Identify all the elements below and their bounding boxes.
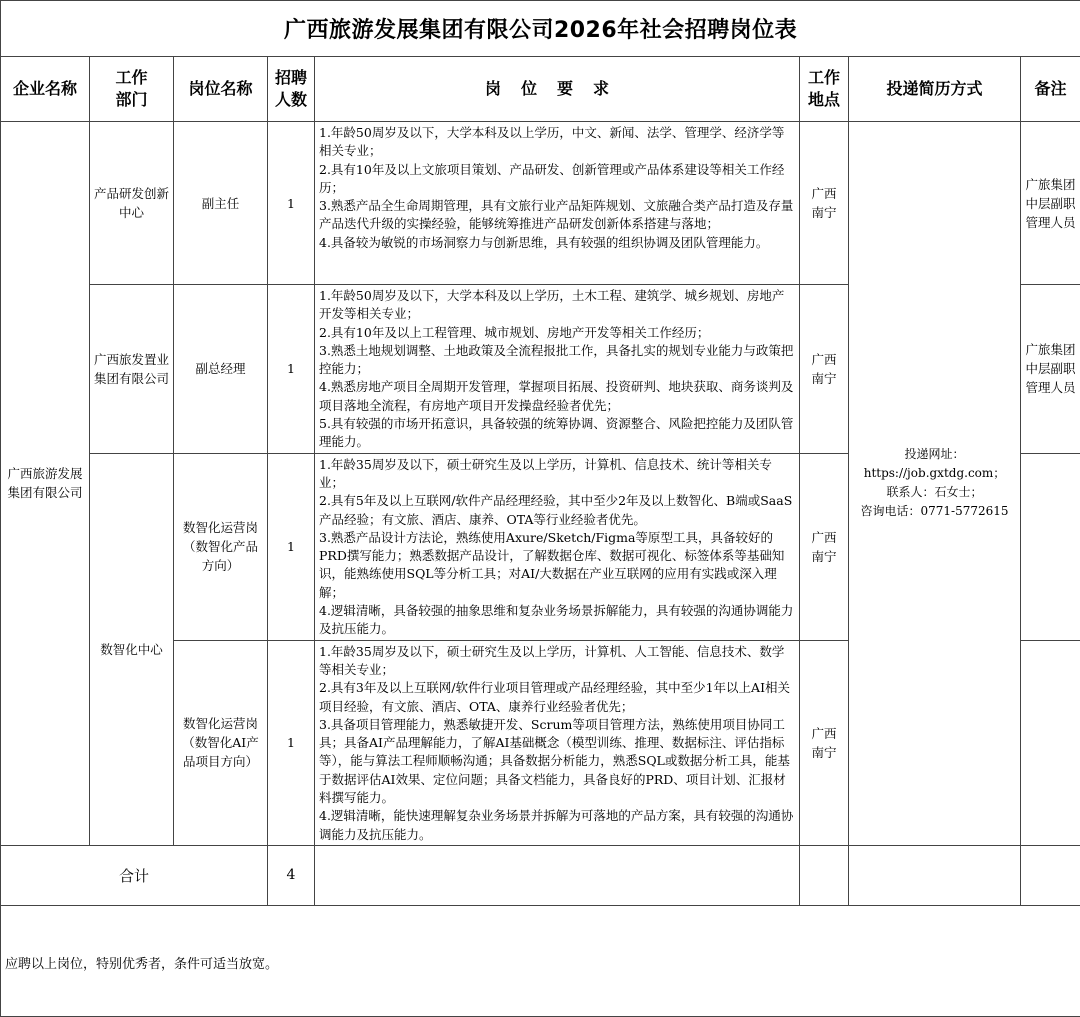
header-location-text: 工作地点	[806, 67, 841, 111]
requirement-line: 3.熟悉土地规划调整、土地政策及全流程报批工作，具备扎实的规划专业能力与政策把控能力；	[319, 342, 795, 379]
total-label: 合计	[1, 845, 268, 905]
header-requirements: 岗位要求	[315, 57, 800, 122]
row-remark	[1021, 640, 1080, 845]
row-location	[800, 640, 849, 845]
header-remark: 备注	[1021, 57, 1080, 122]
total-empty	[800, 845, 849, 905]
footer-note	[1, 905, 1080, 1016]
page-title: 广西旅游发展集团有限公司2026年社会招聘岗位表	[1, 1, 1080, 57]
row-location-text: 广西南宁	[810, 184, 838, 222]
row-remark: 广旅集团中层副职管理人员	[1021, 122, 1080, 285]
row-requirements	[315, 122, 800, 285]
requirement-line: 3.熟悉产品设计方法论，熟练使用Axure/Sketch/Figma等原型工具，具备较好的PRD撰写能力；熟悉数据产品设计，了解数据仓库、数据可视化、标签体系等基础知识，能熟练使用SQL等分析工具；对AI/大数据在产业互联网的应用有实践或深入理解；	[319, 529, 795, 602]
apply-contact: 联系人：石女士；	[851, 483, 1018, 502]
requirement-line: 2.具有5年及以上互联网/软件产品经理经验，其中至少2年及以上数智化、B端或SaaS产品经验；有文旅、酒店、康养、OTA等行业经验者优先。	[319, 492, 795, 529]
footer-note-text: 应聘以上岗位，特别优秀者，条件可适当放宽。	[5, 957, 278, 972]
requirement-line: 3.熟悉产品全生命周期管理，具有文旅行业产品矩阵规划、文旅融合类产品打造及存量产品迭代升级的实操经验，能够统筹推进产品研发创新体系搭建与落地；	[319, 197, 795, 234]
requirement-line: 1.年龄35周岁及以下，硕士研究生及以上学历，计算机、信息技术、统计等相关专业；	[319, 456, 795, 493]
row-requirements	[315, 453, 800, 640]
row-requirements	[315, 640, 800, 845]
row-position: 数智化运营岗（数智化产品方向）	[174, 453, 268, 640]
row-location-text: 广西南宁	[810, 724, 838, 762]
requirement-line: 5.具有较强的市场开拓意识，具备较强的统筹协调、资源整合、风险把控能力及团队管理能力。	[319, 415, 795, 452]
row-count: 1	[268, 285, 315, 454]
requirement-line: 4.逻辑清晰，能快速理解复杂业务场景并拆解为可落地的产品方案，具有较强的沟通协调能力及抗压能力。	[319, 807, 795, 844]
row-location-text: 广西南宁	[810, 528, 838, 566]
row-count: 1	[268, 640, 315, 845]
header-location	[800, 57, 849, 122]
total-row	[1, 845, 1080, 905]
row-dept: 产品研发创新中心	[90, 122, 174, 285]
company-name: 广西旅游发展集团有限公司	[1, 122, 90, 846]
apply-website-label: 投递网址：	[851, 445, 1018, 464]
requirement-line: 1.年龄35周岁及以下，硕士研究生及以上学历，计算机、人工智能、信息技术、数学等相关专业；	[319, 643, 795, 680]
header-count	[268, 57, 315, 122]
row-count: 1	[268, 453, 315, 640]
row-requirements	[315, 285, 800, 454]
header-position: 岗位名称	[174, 57, 268, 122]
total-value: 4	[268, 845, 315, 905]
row-remark: 广旅集团中层副职管理人员	[1021, 285, 1080, 454]
total-empty	[849, 845, 1021, 905]
requirement-line: 4.逻辑清晰，具备较强的抽象思维和复杂业务场景拆解能力，具有较强的沟通协调能力及抗压能力。	[319, 602, 795, 639]
row-location	[800, 122, 849, 285]
requirement-line: 3.具备项目管理能力，熟悉敏捷开发、Scrum等项目管理方法，熟练使用项目协同工具；具备AI产品理解能力，了解AI基础概念（模型训练、推理、数据标注、评估指标等），能与算法工程师顺畅沟通；具备数据分析能力，熟悉SQL或数据分析工具，能基于数据评估AI效果、定位问题；具备文档能力，具备良好的PRD、项目计划、汇报材料撰写能力。	[319, 716, 795, 807]
requirement-line: 2.具有10年及以上工程管理、城市规划、房地产开发等相关工作经历；	[319, 324, 795, 342]
requirement-line: 1.年龄50周岁及以下，大学本科及以上学历，土木工程、建筑学、城乡规划、房地产开发等相关专业；	[319, 287, 795, 324]
row-count: 1	[268, 122, 315, 285]
header-company: 企业名称	[1, 57, 90, 122]
apply-method	[849, 122, 1021, 846]
apply-website-link[interactable]: https://job.gxtdg.com；	[851, 464, 1018, 483]
requirement-line: 2.具有10年及以上文旅项目策划、产品研发、创新管理或产品体系建设等相关工作经历；	[319, 161, 795, 198]
row-remark	[1021, 453, 1080, 640]
header-dept-text: 工作部门	[114, 67, 149, 111]
header-dept	[90, 57, 174, 122]
row-position: 副总经理	[174, 285, 268, 454]
apply-phone: 咨询电话：0771-5772615	[851, 502, 1018, 521]
total-empty	[1021, 845, 1080, 905]
row-position: 副主任	[174, 122, 268, 285]
header-row	[1, 57, 1080, 122]
requirement-line: 4.熟悉房地产项目全周期开发管理，掌握项目拓展、投资研判、地块获取、商务谈判及项目落地全流程，有房地产项目开发操盘经验者优先；	[319, 378, 795, 415]
row-dept: 数智化中心	[90, 453, 174, 845]
row-dept: 广西旅发置业集团有限公司	[90, 285, 174, 454]
total-empty	[315, 845, 800, 905]
table-row	[1, 122, 1080, 285]
row-location	[800, 285, 849, 454]
header-count-text: 招聘人数	[273, 67, 308, 111]
row-position: 数智化运营岗（数智化AI产品项目方向）	[174, 640, 268, 845]
row-location-text: 广西南宁	[810, 350, 838, 388]
requirement-line: 4.具备较为敏锐的市场洞察力与创新思维，具有较强的组织协调及团队管理能力。	[319, 234, 795, 252]
row-location	[800, 453, 849, 640]
header-apply: 投递简历方式	[849, 57, 1021, 122]
requirement-line: 1.年龄50周岁及以下，大学本科及以上学历，中文、新闻、法学、管理学、经济学等相关专业；	[319, 124, 795, 161]
requirement-line: 2.具有3年及以上互联网/软件行业项目管理或产品经理经验，其中至少1年以上AI相关项目经验，有文旅、酒店、OTA、康养行业经验者优先；	[319, 679, 795, 716]
